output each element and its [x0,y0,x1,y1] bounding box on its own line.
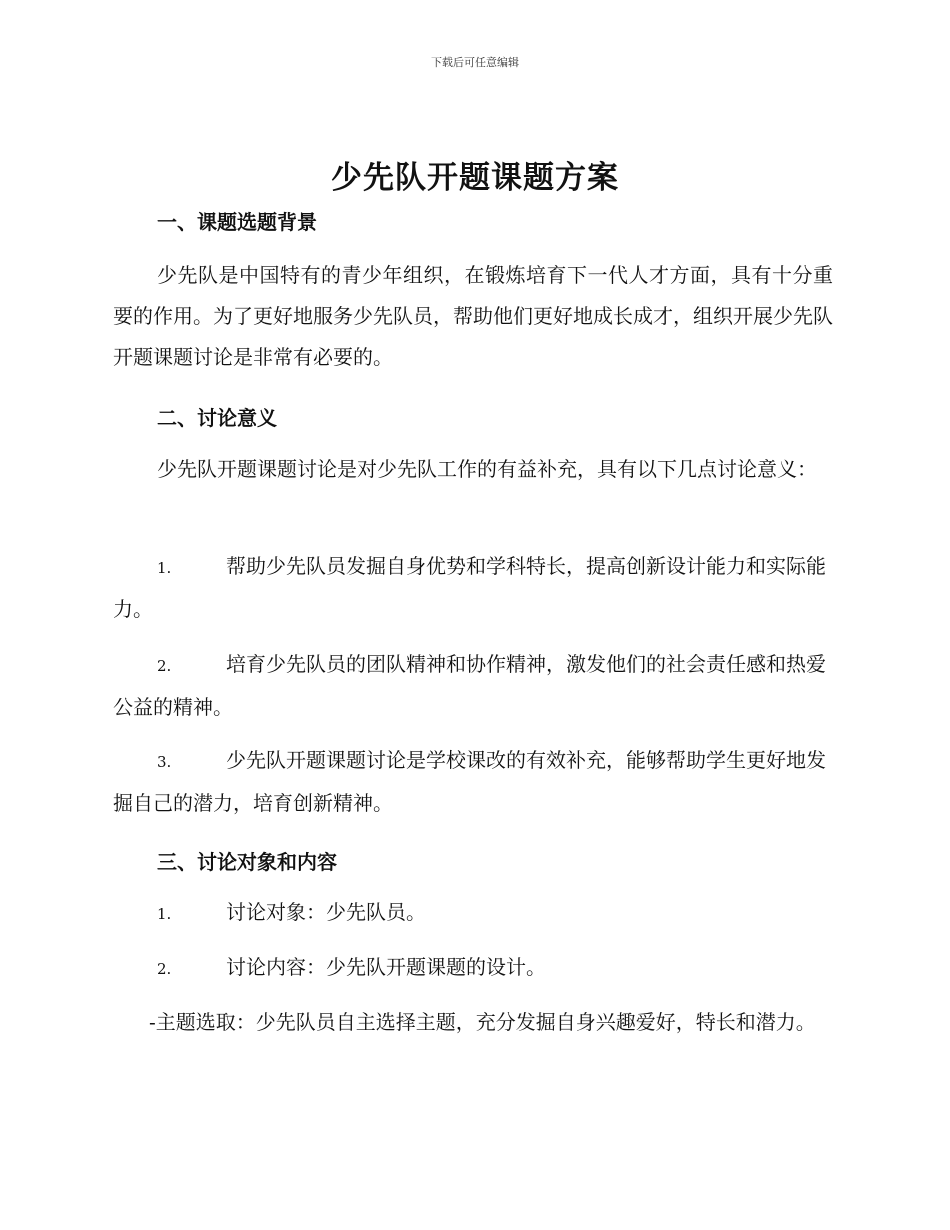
section-heading-subjects-content: 三、讨论对象和内容 [157,850,337,874]
list-item-text: 培育少先队员的团队精神和协作精神，激发他们的社会责任感和热爱公益的精神。 [113,652,826,719]
list-item [113,644,833,728]
list-item-number: 1. [157,559,172,577]
list-item-number: 2. [157,657,172,675]
section-heading-background: 一、课题选题背景 [157,210,317,234]
document-title: 少先队开题课题方案 [331,160,619,196]
list-item [113,740,833,824]
section-heading-significance: 二、讨论意义 [157,406,277,430]
list-item [113,947,833,990]
list-item-number: 2. [157,960,172,978]
list-item-text: 少先队开题课题讨论是学校课改的有效补充，能够帮助学生更好地发掘自己的潜力，培育创新精神。 [113,748,826,815]
list-item-text: 讨论内容：少先队开题课题的设计。 [226,955,546,979]
list-item-number: 1. [157,905,172,923]
paragraph-significance: 少先队开题课题讨论是对少先队工作的有益补充，具有以下几点讨论意义： [157,457,817,481]
list-item [113,546,833,630]
paragraph-topic-selection: -主题选取：少先队员自主选择主题，充分发掘自身兴趣爱好，特长和潜力。 [149,1010,816,1034]
list-item [113,892,833,935]
list-item-text: 讨论对象：少先队员。 [226,900,426,924]
list-item-number: 3. [157,753,172,771]
list-item-text: 帮助少先队员发掘自身优势和学科特长，提高创新设计能力和实际能力。 [113,554,826,621]
page-header-note: 下载后可任意编辑 [431,56,519,69]
paragraph-background: 少先队是中国特有的青少年组织，在锻炼培育下一代人才方面，具有十分重要的作用。为了更好地服务少先队员，帮助他们更好地成长成才，组织开展少先队开题课题讨论是非常有必要的。 [113,263,833,369]
